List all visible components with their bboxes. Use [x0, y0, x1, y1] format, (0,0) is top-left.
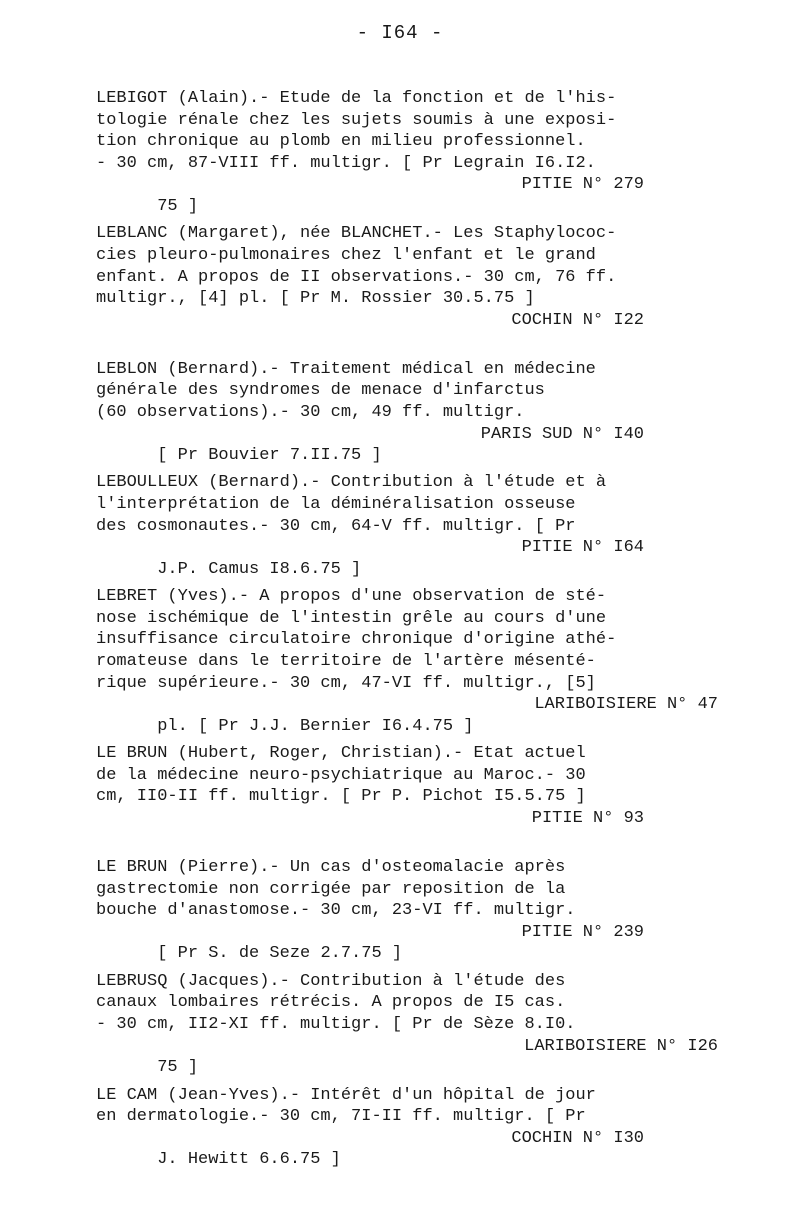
- thesis-entry: [96, 857, 726, 964]
- entry-text-line: LEBRET (Yves).- A propos d'une observation de sté-: [96, 587, 607, 607]
- entry-text-line: LE BRUN (Hubert, Roger, Christian).- Etat actuel: [96, 744, 586, 764]
- thesis-entry: [96, 1085, 726, 1170]
- entry-text-line: romateuse dans le territoire de l'artère mésenté-: [96, 652, 596, 672]
- entry-text-line: canaux lombaires rétrécis. A propos de I5 cas.: [96, 993, 566, 1013]
- thesis-entry: [96, 586, 726, 736]
- entry-location: PITIE N° 93: [531, 808, 644, 828]
- entry-text-line: enfant. A propos de II observations.- 30 cm, 76 ff.: [96, 267, 617, 287]
- entry-text-line: en dermatologie.- 30 cm, 7I-II ff. multigr. [ Pr: [96, 1107, 586, 1127]
- entry-location: LARIBOISIERE N° 47: [534, 695, 718, 715]
- entry-text-line: LEBOULLEUX (Bernard).- Contribution à l'étude et à: [96, 473, 607, 493]
- thesis-list: [96, 88, 726, 1177]
- entry-text-line: LE CAM (Jean-Yves).- Intérêt d'un hôpital de jour: [96, 1085, 596, 1105]
- entry-location: PITIE N° 239: [521, 922, 644, 942]
- entry-location: COCHIN N° I22: [511, 310, 644, 330]
- thesis-entry: [96, 743, 726, 829]
- entry-text-line: (60 observations).- 30 cm, 49 ff. multigr.: [96, 402, 525, 422]
- entry-text-line: J. Hewitt 6.6.75 ]: [157, 1150, 341, 1170]
- entry-location: LARIBOISIERE N° I26: [524, 1036, 718, 1056]
- entry-text-line: cies pleuro-pulmonaires chez l'enfant et le grand: [96, 245, 596, 265]
- entry-text-line: pl. [ Pr J.J. Bernier I6.4.75 ]: [157, 716, 474, 736]
- entry-text-line: - 30 cm, II2-XI ff. multigr. [ Pr de Sèze 8.I0.: [96, 1014, 576, 1034]
- entry-text-line: l'interprétation de la déminéralisation osseuse: [96, 495, 576, 515]
- entry-text-line: rique supérieure.- 30 cm, 47-VI ff. multigr., [5]: [96, 673, 596, 693]
- entry-text-line: 75 ]: [157, 1058, 199, 1078]
- entry-text-line: - 30 cm, 87-VIII ff. multigr. [ Pr Legrain I6.I2.: [96, 153, 596, 173]
- entry-text-line: bouche d'anastomose.- 30 cm, 23-VI ff. multigr.: [96, 901, 576, 921]
- thesis-entry: [96, 88, 726, 216]
- entry-location: PITIE N° 279: [521, 175, 644, 195]
- entry-text-line: de la médecine neuro-psychiatrique au Maroc.- 30: [96, 765, 586, 785]
- thesis-entry: [96, 472, 726, 579]
- entry-text-line: LE BRUN (Pierre).- Un cas d'osteomalacie après: [96, 857, 566, 877]
- entry-location: PARIS SUD N° I40: [480, 424, 644, 444]
- entry-text-line: tion chronique au plomb en milieu professionnel.: [96, 132, 586, 152]
- entry-text-line: générale des syndromes de menace d'infarctus: [96, 381, 545, 401]
- entry-text-line: des cosmonautes.- 30 cm, 64-V ff. multigr. [ Pr: [96, 516, 576, 536]
- entry-location: COCHIN N° I30: [511, 1128, 644, 1148]
- entry-text-line: J.P. Camus I8.6.75 ]: [157, 559, 362, 579]
- entry-text-line: [ Pr S. de Seze 2.7.75 ]: [157, 944, 403, 964]
- entry-text-line: gastrectomie non corrigée par reposition de la: [96, 879, 566, 899]
- thesis-entry: [96, 359, 726, 466]
- entry-text-line: LEBLANC (Margaret), née BLANCHET.- Les Staphylococ-: [96, 224, 617, 244]
- page-number: - I64 -: [356, 22, 444, 44]
- entry-text-line: nose ischémique de l'intestin grêle au cours d'une: [96, 608, 607, 628]
- entry-location: PITIE N° I64: [521, 538, 644, 558]
- entry-text-line: tologie rénale chez les sujets soumis à une exposi-: [96, 110, 617, 130]
- thesis-entry: [96, 223, 726, 331]
- entry-text-line: LEBRUSQ (Jacques).- Contribution à l'étude des: [96, 971, 566, 991]
- entry-text-line: multigr., [4] pl. [ Pr M. Rossier 30.5.75 ]: [96, 289, 535, 309]
- entry-text-line: 75 ]: [157, 196, 199, 216]
- entry-text-line: LEBIGOT (Alain).- Etude de la fonction et de l'his-: [96, 89, 617, 108]
- entry-text-line: insuffisance circulatoire chronique d'origine athé-: [96, 630, 617, 650]
- entry-text-line: cm, II0-II ff. multigr. [ Pr P. Pichot I5.5.75 ]: [96, 787, 586, 807]
- thesis-entry: [96, 971, 726, 1078]
- entry-text-line: LEBLON (Bernard).- Traitement médical en médecine: [96, 359, 596, 379]
- entry-text-line: [ Pr Bouvier 7.II.75 ]: [157, 446, 382, 466]
